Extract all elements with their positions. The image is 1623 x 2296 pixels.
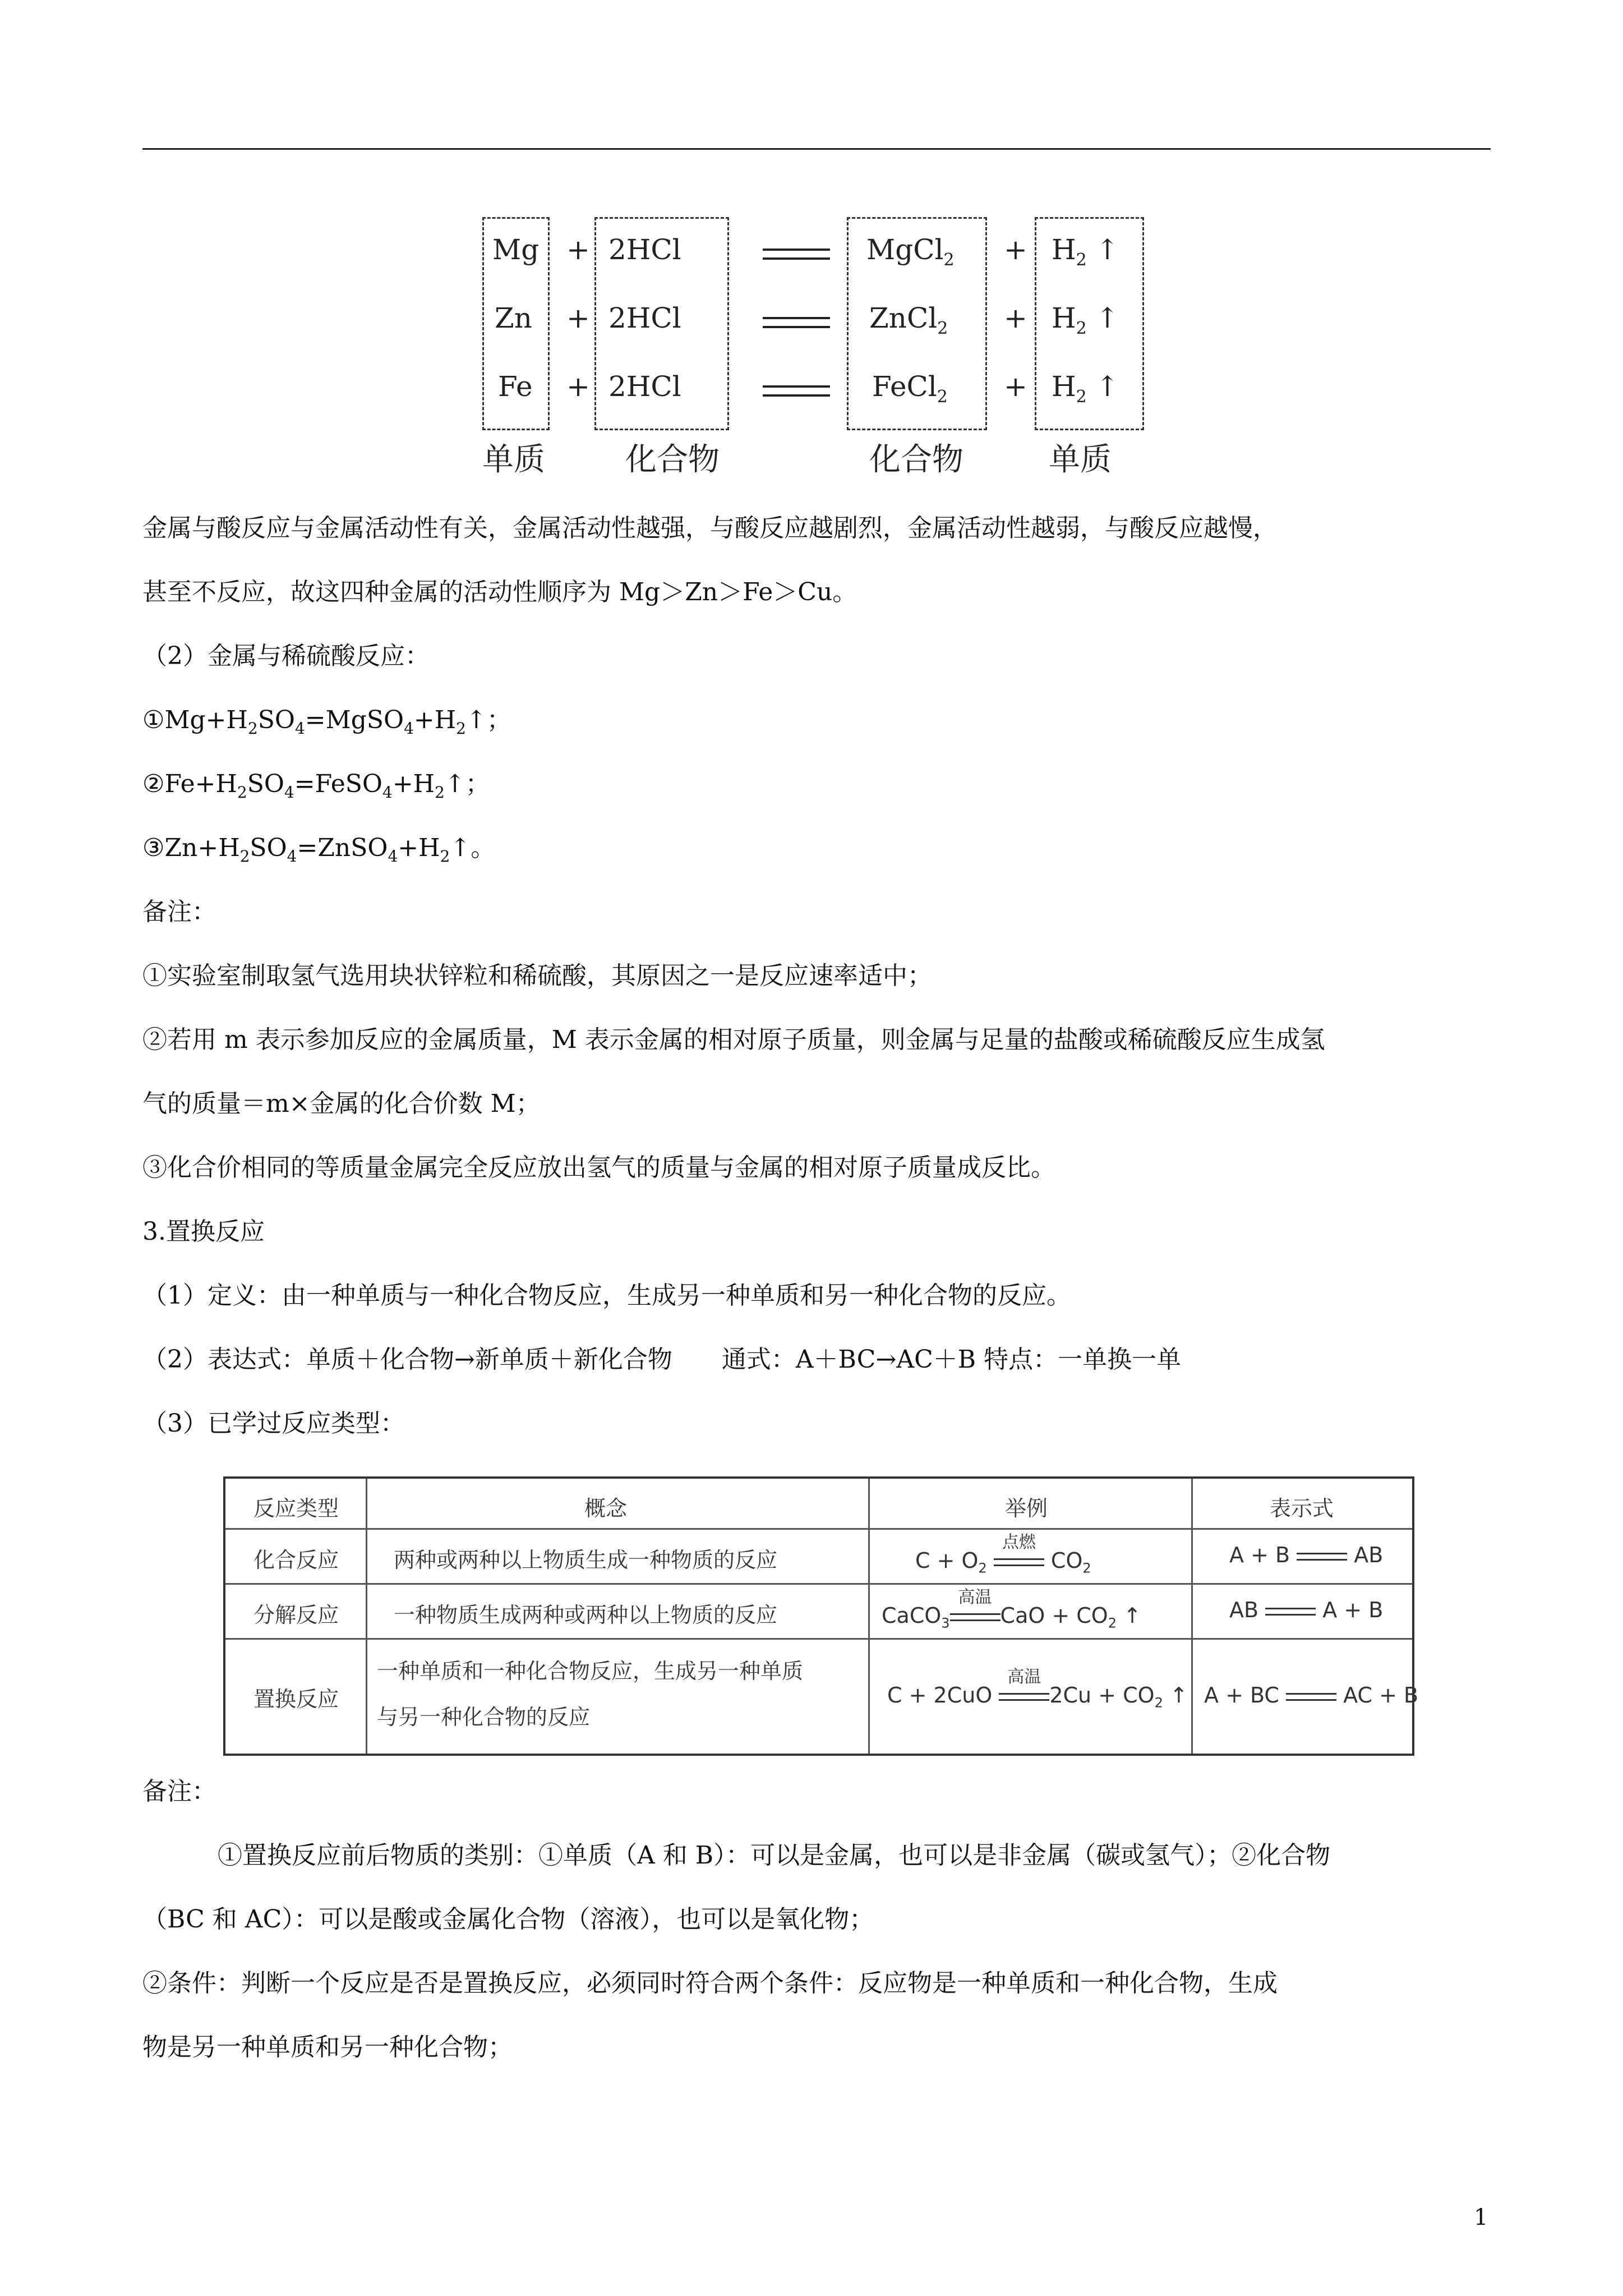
section-title: 3.置换反应 <box>142 1217 265 1246</box>
plus-sign: + <box>1004 233 1027 266</box>
metal-fe: Fe <box>498 370 533 403</box>
table-divider <box>225 1528 1412 1530</box>
header-rule <box>142 148 1491 150</box>
up-arrow-icon: ↑ <box>1095 302 1119 334</box>
gas-h2: $H_2$ ↑ <box>1052 302 1119 338</box>
acid-hcl: 2HCl <box>608 233 681 266</box>
equation-line: $②Fe+H_2SO_4=FeSO_4+H_2↑$； <box>142 770 490 802</box>
salt-mgcl2: MgCl$_2$ <box>866 233 955 270</box>
label-compound: 化合物 <box>869 441 963 478</box>
table-cell-type: 置换反应 <box>253 1687 339 1711</box>
note-item: 气的质量＝m×金属的化合价数 M； <box>142 1089 541 1118</box>
table-cell-type: 化合反应 <box>253 1548 339 1572</box>
equals-sign <box>763 249 830 260</box>
table-cell-example: $C + O_2$ 点燃 $CO_2$ <box>915 1533 1091 1576</box>
note-item: ①置换反应前后物质的类别：①单质（A 和 B）：可以是金属，也可以是非金属（碳或氢气）；②化合物 <box>218 1841 1331 1870</box>
note-item: ②条件：判断一个反应是否是置换反应，必须同时符合两个条件：反应物是一种单质和一种化合物，生成 <box>142 1969 1278 1998</box>
plus-sign: + <box>566 302 590 334</box>
metal-mg: Mg <box>492 233 540 266</box>
reaction-types-table <box>223 1476 1419 1756</box>
up-arrow-icon: ↑ <box>1169 1683 1188 1708</box>
up-arrow-icon: ↑ <box>1095 370 1119 403</box>
expression-line: （2）表达式：单质＋化合物→新单质＋新化合物 通式：A＋BC→AC＋B 特点：一单换一单 <box>142 1345 1182 1374</box>
note-item: ①实验室制取氢气选用块状锌粒和稀硫酸，其原因之一是反应速率适中； <box>142 961 932 990</box>
header-reaction-type: 反应类型 <box>253 1496 339 1521</box>
page-number: 1 <box>1474 2205 1488 2230</box>
table-cell-example: C + 2CuO 高温 $2Cu + CO_2$ ↑ <box>887 1667 1188 1711</box>
up-arrow-icon: ↑ <box>1123 1603 1141 1628</box>
paragraph: 甚至不反应，故这四种金属的活动性顺序为 Mg＞Zn＞Fe＞Cu。 <box>142 578 857 606</box>
table-cell-type: 分解反应 <box>253 1603 339 1627</box>
metal-zn: Zn <box>495 302 532 334</box>
plus-sign: + <box>566 370 590 403</box>
table-divider <box>225 1638 1412 1640</box>
table-cell-formula: A + B AB <box>1229 1543 1384 1567</box>
acid-hcl: 2HCl <box>608 302 681 334</box>
table-divider <box>225 1583 1412 1585</box>
table-divider <box>366 1479 367 1754</box>
label-element: 单质 <box>482 441 545 478</box>
table-cell-concept: 一种单质和一种化合物反应，生成另一种单质 <box>377 1659 804 1683</box>
label-compound: 化合物 <box>625 441 720 478</box>
paragraph: 金属与酸反应与金属活动性有关，金属活动性越强，与酸反应越剧烈，金属活动性越弱，与酸反应越慢， <box>142 514 1278 542</box>
metal-acid-equation-figure <box>482 210 1144 485</box>
equals-sign <box>763 385 830 397</box>
equals-sign <box>763 317 830 328</box>
note-item: （BC 和 AC）：可以是酸或金属化合物（溶液），也可以是氧化物； <box>142 1905 874 1934</box>
header-concept: 概念 <box>584 1496 628 1521</box>
note-label: 备注： <box>142 1777 216 1806</box>
table-cell-concept: 一种物质生成两种或两种以上物质的反应 <box>394 1603 778 1627</box>
table-cell-formula: A + BC AC + B <box>1204 1683 1419 1708</box>
note-item: ③化合价相同的等质量金属完全反应放出氢气的质量与金属的相对原子质量成反比。 <box>142 1153 1055 1182</box>
table-divider <box>868 1479 870 1754</box>
salt-fecl2: FeCl$_2$ <box>872 370 948 407</box>
acid-hcl: 2HCl <box>608 370 681 403</box>
table-cell-formula: AB A + B <box>1229 1598 1384 1622</box>
table-cell-example: CaCO$_3$ 高温 CaO + $CO_2$ ↑ <box>882 1588 1141 1631</box>
plus-sign: + <box>566 233 590 266</box>
table-divider <box>1191 1479 1193 1754</box>
gas-h2: $H_2$ ↑ <box>1052 370 1119 407</box>
gas-h2: $H_2$ ↑ <box>1052 233 1119 270</box>
plus-sign: + <box>1004 370 1027 403</box>
plus-sign: + <box>1004 302 1027 334</box>
up-arrow-icon: ↑ <box>1095 233 1119 266</box>
label-element: 单质 <box>1049 441 1112 478</box>
equation-line: $①Mg+H_2SO_4=MgSO_4+H_2↑$； <box>142 706 511 738</box>
salt-zncl2: ZnCl$_2$ <box>869 302 948 338</box>
note-item: 物是另一种单质和另一种化合物； <box>142 2033 513 2062</box>
table-cell-concept: 与另一种化合物的反应 <box>377 1705 591 1729</box>
table-cell-concept: 两种或两种以上物质生成一种物质的反应 <box>394 1548 778 1572</box>
header-example: 举例 <box>1005 1496 1048 1521</box>
note-item: ②若用 m 表示参加反应的金属质量，M 表示金属的相对原子质量，则金属与足量的盐酸或稀硫酸反应生成氢 <box>142 1025 1325 1054</box>
equation-line: $③Zn+H_2SO_4=ZnSO_4+H_2↑$。 <box>142 834 496 866</box>
header-formula: 表示式 <box>1270 1496 1334 1521</box>
note-label: 备注： <box>142 898 216 926</box>
section-heading: （2）金属与稀硫酸反应： <box>142 642 430 670</box>
reaction-types-heading: （3）已学过反应类型： <box>142 1409 405 1438</box>
definition-line: （1）定义：由一种单质与一种化合物反应，生成另一种单质和另一种化合物的反应。 <box>142 1281 1071 1310</box>
